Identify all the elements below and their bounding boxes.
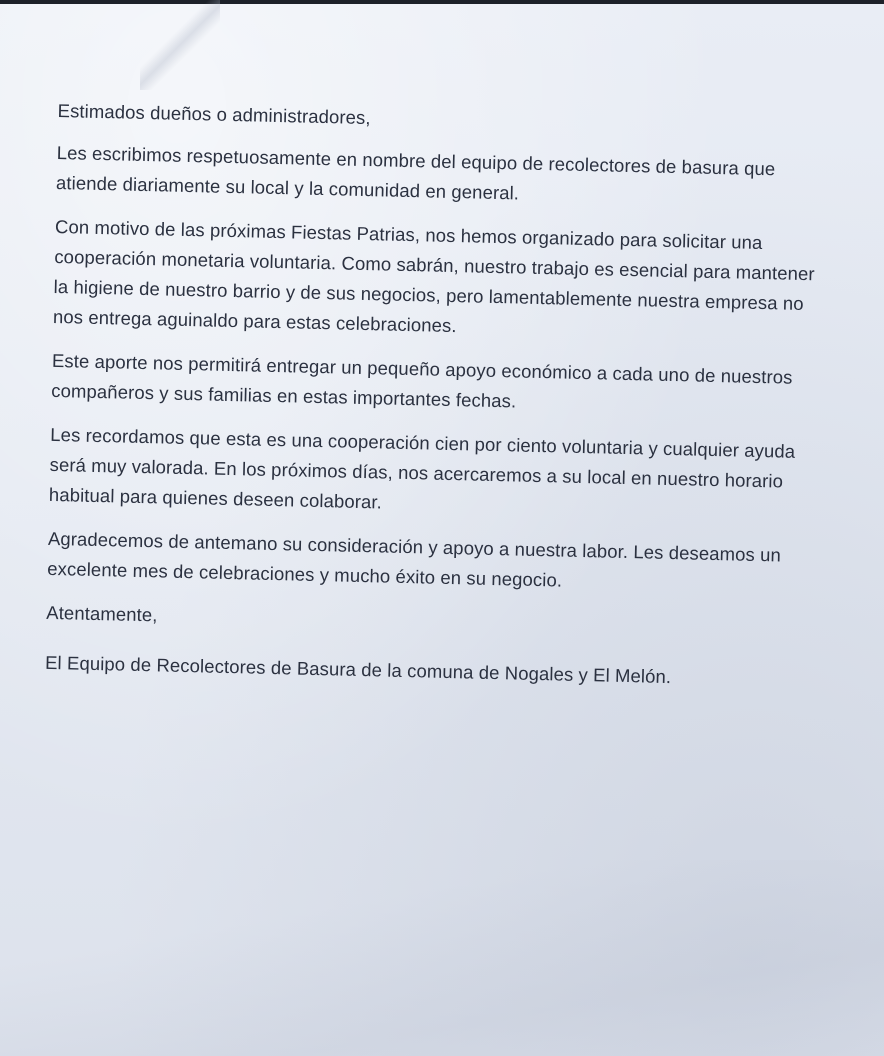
- letter-paragraph-4: Les recordamos que esta es una cooperación cien por ciento voluntaria y cualquier ayuda será muy valorada. En los próximos días, nos acercaremos a su local en nuestro horario habitual para quienes deseen colaborar.: [48, 423, 796, 513]
- letter-signature: El Equipo de Recolectores de Basura de la comuna de Nogales y El Melón.: [44, 651, 672, 688]
- letter-greeting: Estimados dueños o administradores,: [57, 99, 371, 129]
- letter-closing: Atentamente,: [46, 601, 158, 626]
- letter-paragraph-5: Agradecemos de antemano su consideración y apoyo a nuestra labor. Les deseamos un excelente mes de celebraciones y mucho éxito en su negocio.: [47, 527, 782, 591]
- paper-fold-mark: [140, 0, 220, 90]
- letter-paragraph-3: Este aporte nos permitirá entregar un pequeño apoyo económico a cada uno de nuestros compañeros y sus familias en estas importantes fechas.: [51, 349, 793, 412]
- letter-paragraph-1: Les escribimos respetuosamente en nombre del equipo de recolectores de basura que atiende diariamente su local y la comunidad en general.: [55, 141, 776, 204]
- letter-body: [44, 96, 837, 710]
- photo-top-edge: [0, 0, 884, 4]
- paper-wrinkle-shadow: [0, 860, 884, 1056]
- letter-paragraph-2: Con motivo de las próximas Fiestas Patrias, nos hemos organizado para solicitar una cooperación monetaria voluntaria. Como sabrán, nuestro trabajo es esencial para mantener la higiene de nuestro barrio y de sus negocios, pero lamentablemente nuestra empresa no nos entrega aguinaldo para estas celebraciones.: [52, 215, 815, 337]
